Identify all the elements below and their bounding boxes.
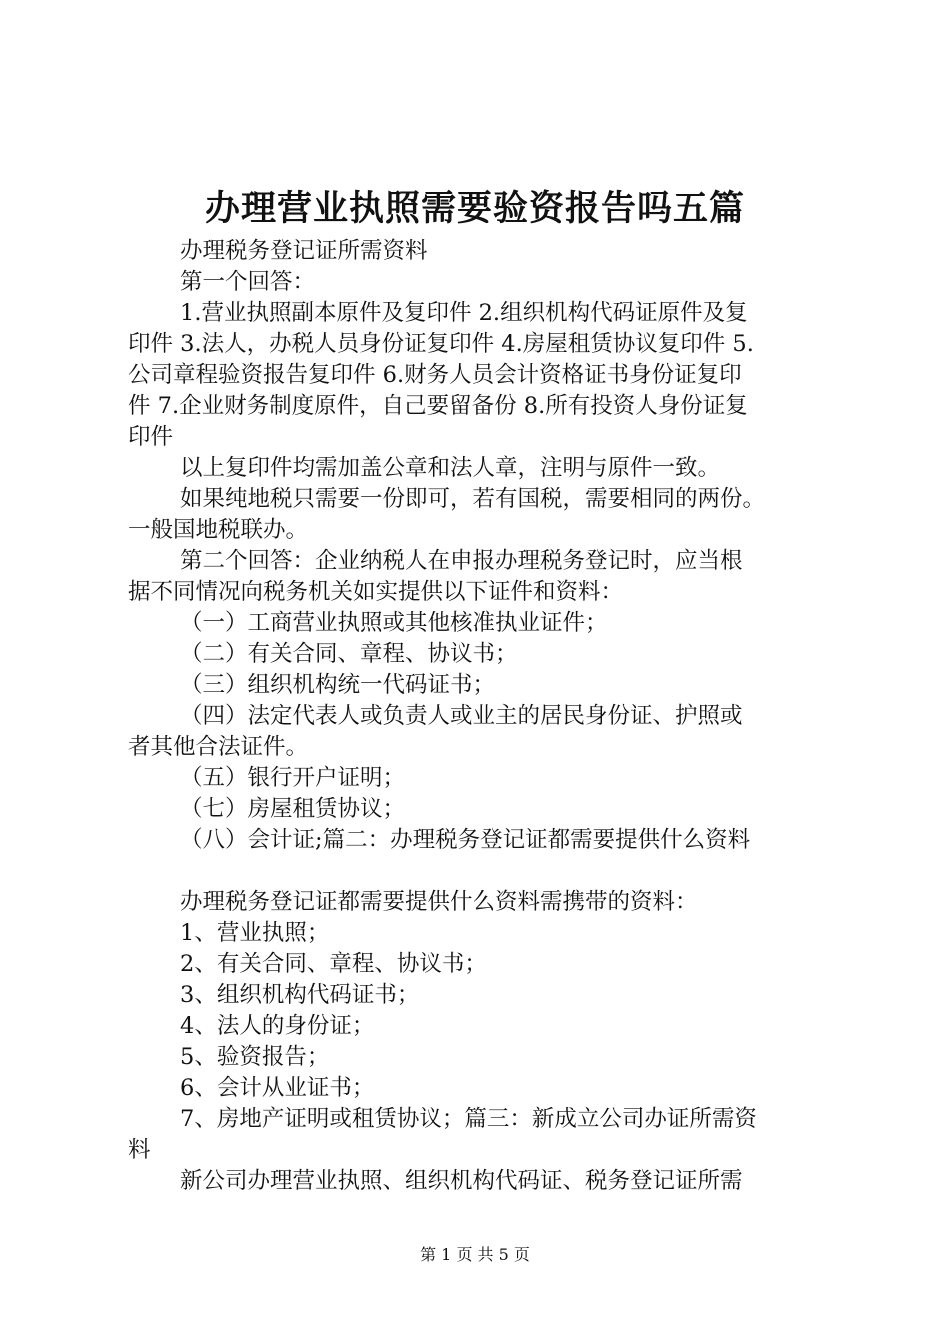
list-item: 1、营业执照； bbox=[180, 920, 330, 946]
paragraph-line: 印件 bbox=[128, 424, 174, 450]
paragraph-line: 件 7.企业财务制度原件，自己要留备份 8.所有投资人身份证复 bbox=[128, 393, 748, 419]
list-item: （一）工商营业执照或其他核准执业证件； bbox=[180, 610, 608, 636]
list-item: （四）法定代表人或负责人或业主的居民身份证、护照或 bbox=[180, 703, 743, 729]
paragraph-line: 以上复印件均需加盖公章和法人章，注明与原件一致。 bbox=[180, 455, 721, 481]
paragraph-line: 第一个回答： bbox=[180, 269, 316, 295]
document-body bbox=[128, 236, 834, 1197]
paragraph-line: 第二个回答：企业纳税人在申报办理税务登记时，应当根 bbox=[180, 548, 743, 574]
list-item: 7、房地产证明或租赁协议；篇三：新成立公司办证所需资 bbox=[180, 1106, 757, 1132]
page-footer: 第 1 页 共 5 页 bbox=[420, 1245, 530, 1264]
list-item: （二）有关合同、章程、协议书； bbox=[180, 641, 518, 667]
paragraph-line: 公司章程验资报告复印件 6.财务人员会计资格证书身份证复印 bbox=[128, 362, 742, 388]
list-item: （五）银行开户证明； bbox=[180, 765, 406, 791]
document-title: 办理营业执照需要验资报告吗五篇 bbox=[204, 188, 745, 229]
list-item: 3、组织机构代码证书； bbox=[180, 982, 420, 1008]
paragraph-line: 办理税务登记证都需要提供什么资料需携带的资料： bbox=[180, 889, 698, 915]
paragraph-line: 办理税务登记证所需资料 bbox=[180, 238, 428, 264]
list-item: 6、会计从业证书； bbox=[180, 1075, 375, 1101]
list-item: 4、法人的身份证； bbox=[180, 1013, 375, 1039]
paragraph-line: 印件 3.法人，办税人员身份证复印件 4.房屋租赁协议复印件 5. bbox=[128, 331, 754, 357]
paragraph-line: 据不同情况向税务机关如实提供以下证件和资料： bbox=[128, 579, 624, 605]
list-item: （三）组织机构统一代码证书； bbox=[180, 672, 496, 698]
paragraph-line: 料 bbox=[128, 1137, 151, 1163]
paragraph-gap bbox=[128, 856, 834, 887]
paragraph-line: 者其他合法证件。 bbox=[128, 734, 309, 760]
paragraph-line: 1.营业执照副本原件及复印件 2.组织机构代码证原件及复 bbox=[180, 300, 748, 326]
paragraph-line: 如果纯地税只需要一份即可，若有国税，需要相同的两份。 bbox=[180, 486, 766, 512]
paragraph-line: 新公司办理营业执照、组织机构代码证、税务登记证所需 bbox=[180, 1168, 743, 1194]
list-item: （八）会计证;篇二：办理税务登记证都需要提供什么资料 bbox=[180, 827, 751, 853]
list-item: （七）房屋租赁协议； bbox=[180, 796, 406, 822]
list-item: 5、验资报告； bbox=[180, 1044, 330, 1070]
paragraph-line: 一般国地税联办。 bbox=[128, 517, 309, 543]
list-item: 2、有关合同、章程、协议书； bbox=[180, 951, 487, 977]
